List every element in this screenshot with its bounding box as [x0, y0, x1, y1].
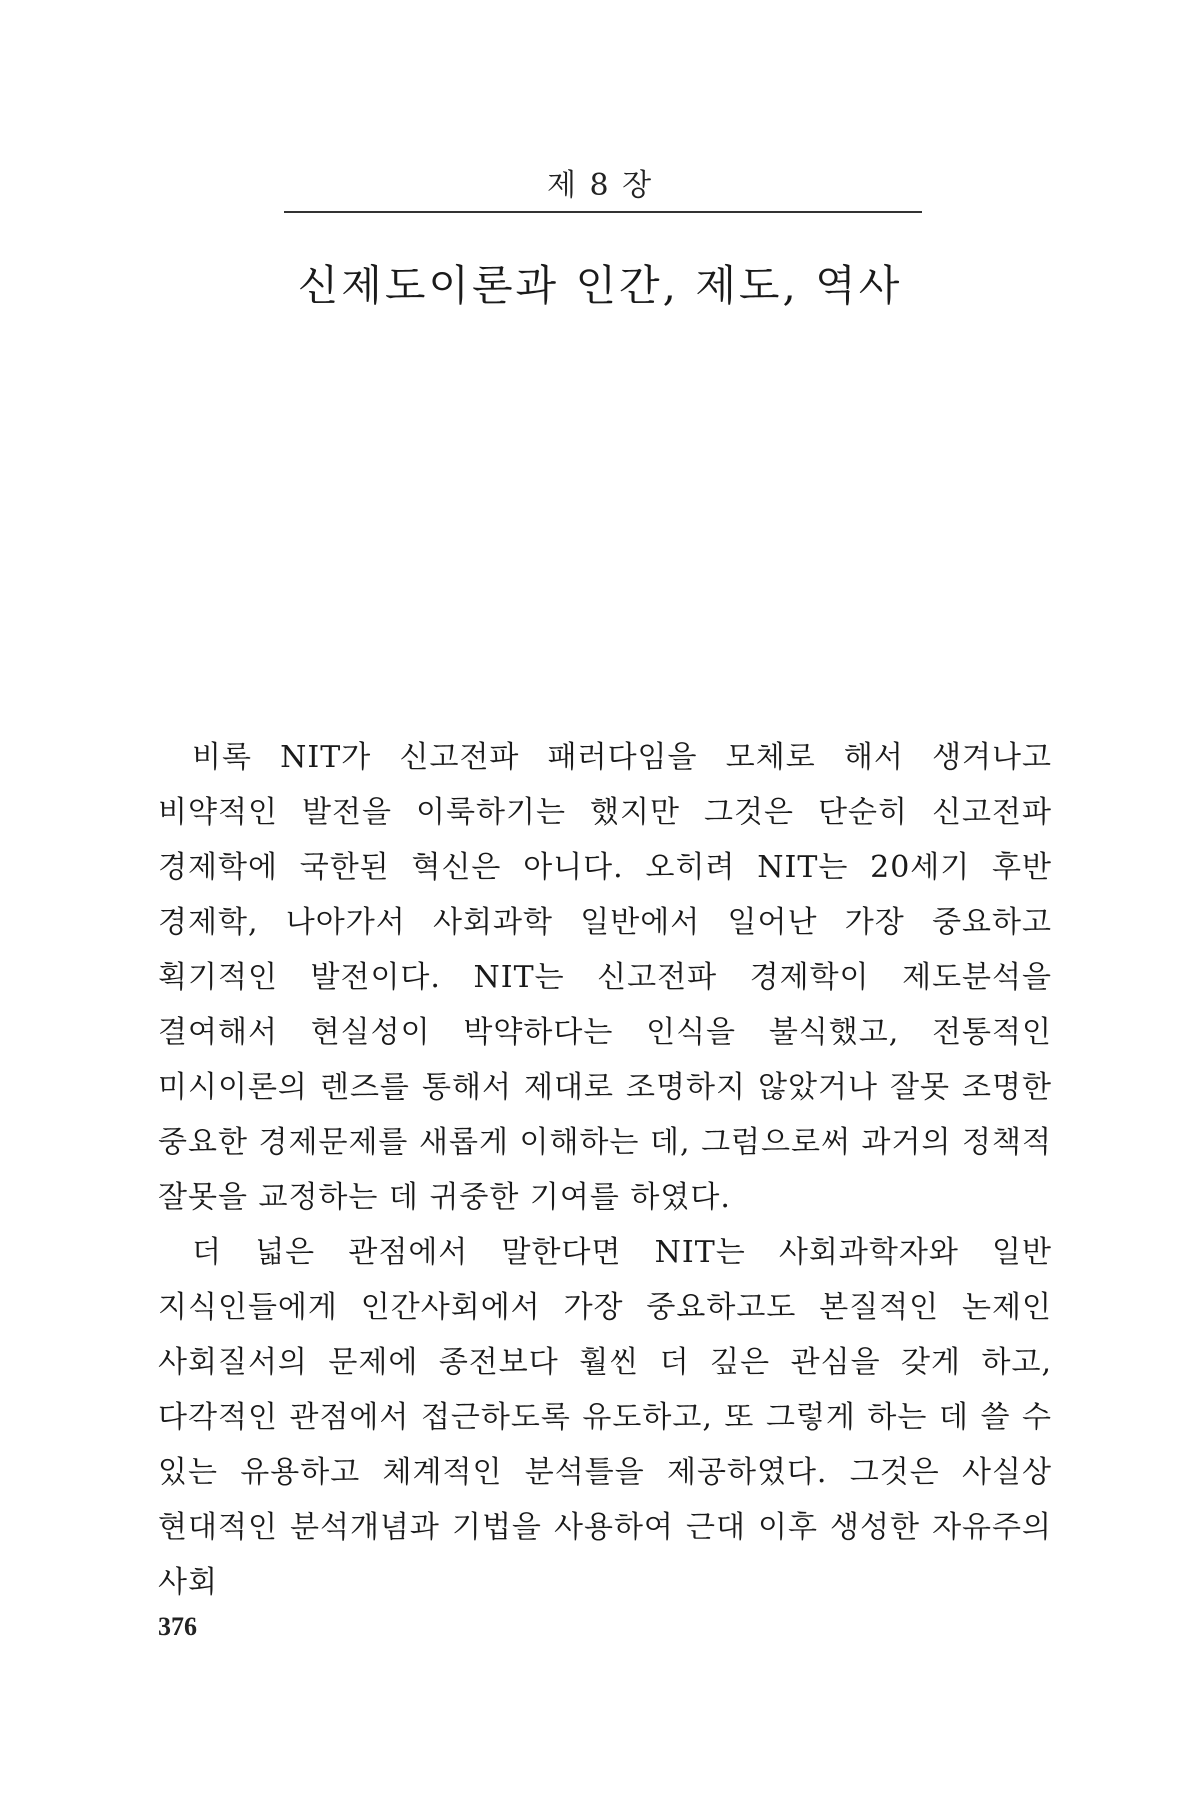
- body-text: [158, 730, 1052, 1610]
- chapter-title: 신제도이론과 인간, 제도, 역사: [297, 261, 903, 311]
- paragraph-1: 비록 NIT가 신고전파 패러다임을 모체로 해서 생겨나고 비약적인 발전을 이룩하기는 했지만 그것은 단순히 신고전파 경제학에 국한된 혁신은 아니다. 오히려 NIT는 20세기 후반 경제학, 나아가서 사회과학 일반에서 일어난 가장 중요하고 획기적인 발전이다. NIT는 신고전파 경제학이 제도분석을 결여해서 현실성이 박약하다는 인식을 불식했고, 전통적인 미시이론의 렌즈를 통해서 제대로 조명하지 않았거나 잘못 조명한 중요한 경제문제를 새롭게 이해하는 데, 그럼으로써 과거의 정책적 잘못을 교정하는 데 귀중한 기여를 하였다.: [158, 740, 1052, 1215]
- page-number: 376: [158, 1612, 197, 1641]
- paragraph-2: 더 넓은 관점에서 말한다면 NIT는 사회과학자와 일반 지식인들에게 인간사회에서 가장 중요하고도 본질적인 논제인 사회질서의 문제에 종전보다 훨씬 더 깊은 관심을 갖게 하고, 다각적인 관점에서 접근하도록 유도하고, 또 그렇게 하는 데 쓸 수 있는 유용하고 체계적인 분석틀을 제공하였다. 그것은 사실상 현대적인 분석개념과 기법을 사용하여 근대 이후 생성한 자유주의 사회: [158, 1235, 1052, 1600]
- chapter-divider: [284, 211, 922, 213]
- chapter-label: 제 8 장: [546, 168, 654, 203]
